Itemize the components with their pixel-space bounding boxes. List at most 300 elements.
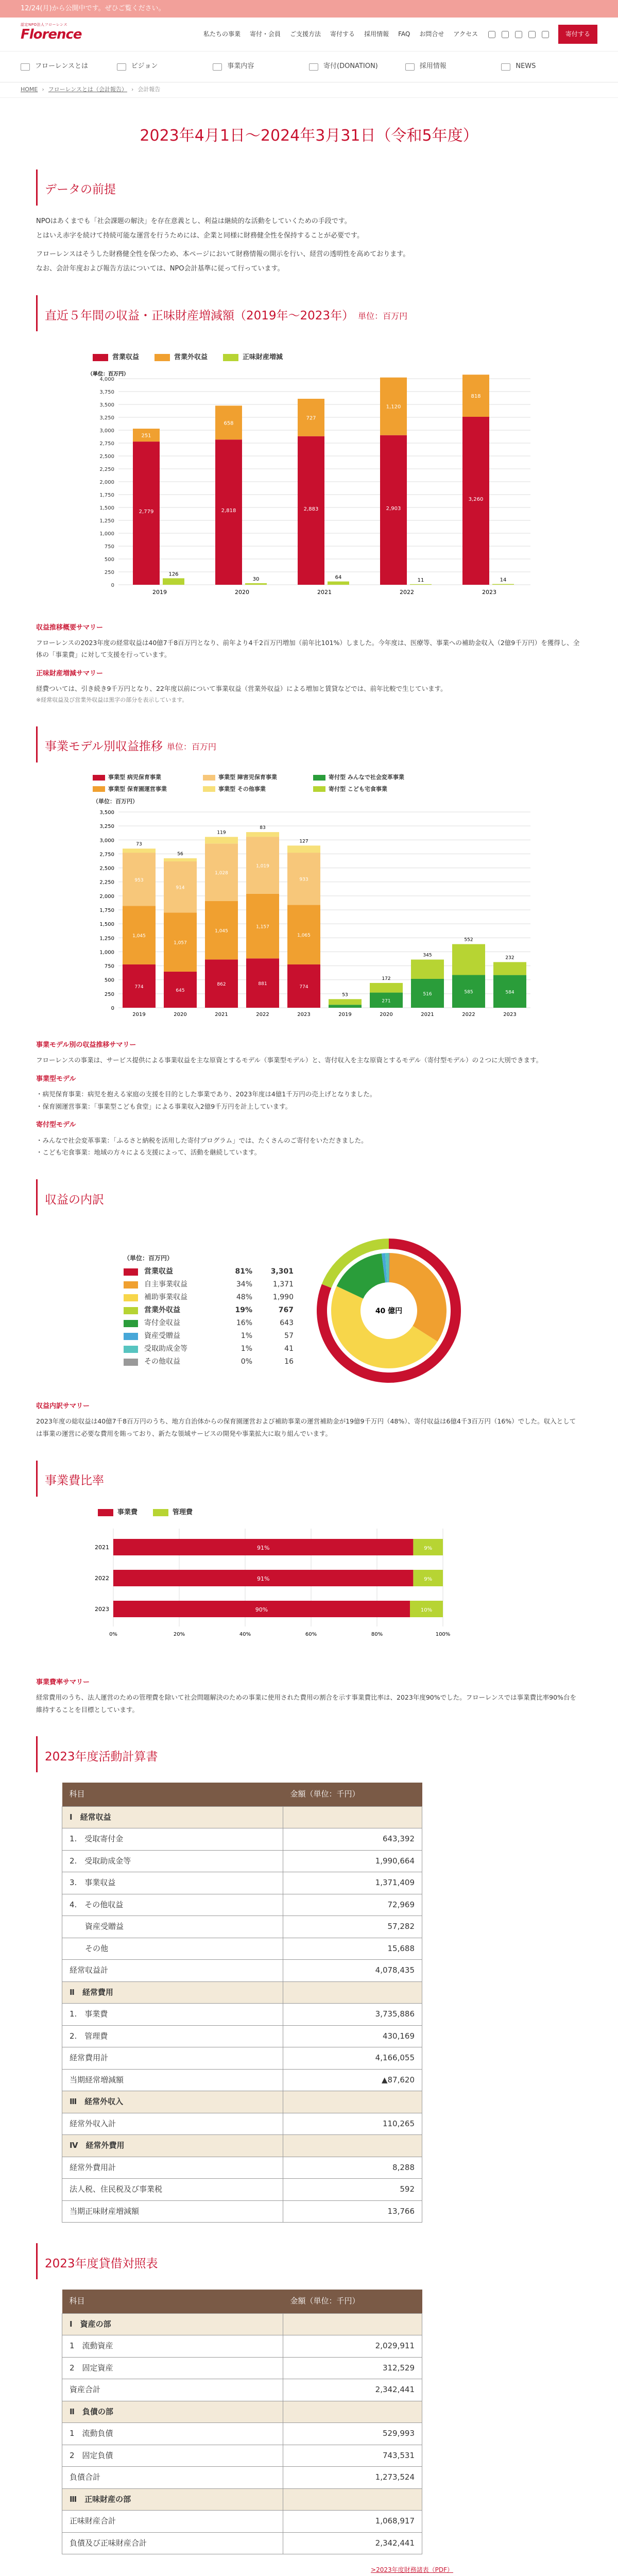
bar-label: 881 [258, 981, 267, 987]
revenue-pct: 1% [241, 1331, 252, 1340]
row-value: 1,068,917 [283, 2511, 422, 2533]
y-tick-label: 3,000 [99, 428, 114, 434]
pdf-link[interactable]: >2023年度財務諸表（PDF） [371, 2566, 453, 2574]
y-tick-label: 3,250 [99, 824, 114, 830]
y-tick-label: 1,000 [99, 531, 114, 537]
row-label: Ⅱ 経常費用 [62, 1981, 283, 2004]
row-label: Ⅰ 経常収益 [62, 1806, 283, 1828]
row-value: 72,969 [283, 1894, 422, 1916]
bar-label: 2,883 [303, 506, 319, 513]
row-value: 3,735,886 [283, 2004, 422, 2026]
x-tick-label: 2022 [256, 1011, 269, 1018]
logo[interactable] [21, 23, 82, 42]
breadcrumb-home[interactable]: HOME [21, 86, 38, 93]
expense-ratio-chart [82, 1523, 546, 1652]
x-tick-label: 2023 [503, 1011, 517, 1018]
bar-segment [329, 999, 362, 1005]
bar-label: 1,028 [215, 871, 228, 876]
revenue-amount: 1,990 [272, 1293, 294, 1301]
paragraph: フローレンスはそうした財務健全性を保つため、本ページにおいて財務情報の開示を行い、経営の透明性を高めております。 [36, 250, 410, 259]
revenue-table [124, 1265, 294, 1368]
row-value: ▲87,620 [283, 2069, 422, 2091]
subnav-label: フローレンスとは [35, 62, 89, 71]
row-label: 当期経常増減額 [62, 2069, 283, 2091]
social-icons [488, 31, 549, 38]
table-row [62, 2467, 422, 2489]
x-tick-label: 100% [435, 1631, 451, 1637]
bar-label: 1,065 [297, 933, 311, 939]
nav-link[interactable]: ご支援方法 [290, 30, 321, 38]
bar-label: 933 [299, 877, 308, 883]
subnav-label: 事業内容 [227, 62, 254, 71]
bar-label: 10% [420, 1607, 433, 1613]
bar-label: 30 [252, 577, 260, 583]
bar-label: 862 [217, 982, 226, 988]
bar-net-change [492, 584, 514, 585]
breadcrumb-parent[interactable]: フローレンスとは（会計報告） [48, 86, 127, 93]
table-row [62, 1850, 422, 1872]
bar-label: 9% [424, 1545, 433, 1551]
section-title: 2023年度貸借対照表 [45, 2257, 158, 2270]
y-tick-label: 500 [104, 557, 114, 563]
row-label: Ⅲ 経常外収入 [62, 2091, 283, 2113]
note-text: ・こども宅食事業：地域の方々による支援によって、活動を継続しています。 [36, 1148, 261, 1157]
bar-label: 516 [423, 991, 432, 997]
bar-label: 83 [260, 825, 266, 831]
row-label: 2 固定資産 [62, 2357, 283, 2379]
business-model-chart [82, 807, 546, 1028]
bar-segment [370, 983, 403, 993]
chart-legend [98, 1507, 582, 1518]
table-row [62, 2532, 422, 2554]
x-tick-label: 2020 [380, 1011, 393, 1018]
note-heading: 収益内訳サマリー [36, 1402, 90, 1411]
x-tick-label: 2020 [174, 1011, 187, 1018]
note-heading: 寄付型モデル [36, 1121, 76, 1129]
y-tick-label: 3,250 [99, 415, 114, 421]
row-label: 経常費用計 [62, 2047, 283, 2070]
bar-label: 172 [382, 976, 391, 981]
legend-item: 事業費 [98, 1507, 138, 1518]
row-value: 2,342,441 [283, 2532, 422, 2554]
bar-label: 119 [217, 830, 226, 836]
bar-label: 953 [134, 877, 144, 883]
y-tick-label: 1,500 [99, 922, 114, 928]
revenue-pct: 81% [235, 1267, 252, 1276]
note-text: ※経常収益及び営業外収益は黒字の部分を表示しています。 [36, 697, 188, 703]
y-tick-label: 750 [104, 963, 114, 970]
revenue-row [124, 1355, 294, 1368]
twitter-icon[interactable] [502, 31, 509, 38]
section-unit: 単位：百万円 [166, 742, 216, 752]
revenue-label: その他収益 [144, 1357, 180, 1366]
bar-segment [246, 832, 279, 837]
row-label: 資産受贈益 [62, 1916, 283, 1938]
subnav-icon [405, 63, 415, 71]
y-tick-label: 2,250 [99, 467, 114, 473]
revenue-pct: 16% [236, 1318, 252, 1327]
revenue-row [124, 1343, 294, 1355]
revenue-label: 寄付金収益 [144, 1318, 180, 1327]
row-label: 1 流動資産 [62, 2335, 283, 2358]
y-tick-label: 1,250 [99, 936, 114, 942]
bar-label: 727 [306, 415, 316, 421]
y-tick-label: 1,000 [99, 950, 114, 956]
subnav-label: NEWS [516, 62, 536, 71]
bar-label: 271 [382, 998, 391, 1004]
x-tick-label: 2023 [482, 589, 496, 596]
y-tick-label: 2021 [95, 1544, 109, 1551]
row-label: 4. その他収益 [62, 1894, 283, 1916]
y-tick-label: 500 [104, 977, 114, 984]
section-unit: 単位：百万円 [358, 311, 408, 321]
x-tick-label: 0% [109, 1631, 117, 1637]
x-tick-label: 2019 [132, 1011, 146, 1018]
bar-label: 56 [177, 851, 183, 857]
revenue-label: 資産受贈益 [144, 1331, 180, 1340]
sub-nav [0, 52, 618, 82]
bar-segment [411, 959, 444, 978]
site-header [0, 18, 618, 52]
activity-statement-table [62, 1783, 422, 2223]
table-unit: （単位：百万円） [124, 1254, 174, 1262]
nav-link[interactable]: 採用情報 [364, 30, 389, 38]
bar-label: 1,019 [256, 863, 269, 869]
x-tick-label: 2021 [215, 1011, 228, 1018]
section-title: 直近５年間の収益・正味財産増減額（2019年〜2023年） [45, 309, 354, 323]
row-value: 2,029,911 [283, 2335, 422, 2358]
bar-label: 1,045 [215, 928, 228, 934]
nav-link[interactable]: 私たちの事業 [203, 30, 241, 38]
note-text: フローレンスの2023年度の経常収益は40億7千8百万円となり、前年より4千2百万円増加（前年比101%）しました。今年度は、医療等、事業への補助金収入（2億9千万円）を獲得し、全体の「事業費」に対して支援を行っています。 [36, 638, 580, 659]
row-value: 4,078,435 [283, 1960, 422, 1982]
revenue-amount: 57 [284, 1331, 294, 1340]
subnav-item[interactable] [309, 61, 405, 72]
bar-segment [205, 837, 238, 843]
bar-label: 9% [424, 1576, 433, 1582]
facebook-icon[interactable] [488, 31, 495, 38]
announcement-text: 12/24(月)から公開中です。ぜひご覧ください。 [21, 4, 165, 12]
table-row [62, 1938, 422, 1960]
row-value: 1,371,409 [283, 1872, 422, 1894]
bar-label: 91% [256, 1575, 270, 1582]
revenue-amount: 41 [284, 1344, 294, 1353]
breadcrumb: HOME › フローレンスとは（会計報告） › 会計報告 [0, 82, 618, 98]
table-row [62, 1828, 422, 1851]
y-tick-label: 1,750 [99, 493, 114, 499]
table-row [62, 2004, 422, 2026]
row-label: 経常収益計 [62, 1960, 283, 1982]
bar-label: 126 [168, 571, 179, 578]
revenue-label: 営業外収益 [144, 1306, 180, 1314]
subnav-item[interactable] [501, 61, 597, 72]
legend-item: 事業型 病児保育事業 [93, 773, 196, 783]
row-label: 1. 事業費 [62, 2004, 283, 2026]
row-label: 負債合計 [62, 2467, 283, 2489]
row-value: 2,342,441 [283, 2379, 422, 2401]
revenue-pct: 34% [236, 1280, 252, 1289]
page-title: 2023年4月1日〜2024年3月31日（令和5年度） [140, 127, 478, 145]
revenue-row [124, 1317, 294, 1330]
subnav-icon [21, 63, 30, 71]
y-tick-label: 3,750 [99, 389, 114, 396]
global-nav [203, 29, 478, 39]
revenue-pct: 48% [236, 1293, 252, 1301]
row-label: その他 [62, 1938, 283, 1960]
y-tick-label: 2022 [95, 1574, 109, 1582]
paragraph: とはいえ赤字を続けて持続可能な運営を行うためには、企業と同様に財務健全性を保持することが必要です。 [36, 232, 364, 240]
row-value: 8,288 [283, 2157, 422, 2179]
revenue-label: 補助事業収益 [144, 1293, 187, 1301]
nav-link[interactable]: アクセス [453, 30, 478, 38]
y-tick-label: 2023 [95, 1605, 109, 1613]
note-text: 2023年度の総収益は40億7千8百万円のうち、地方自治体からの保育園運営および補助事業の運営補助金が19億9千万円（48%）、寄付収益は6億4千3百万円（16%）でした。収入としては事業の運営に必要な費用を賄っており、新たな領域サービスの開発や事業拡大に取り組んでいます。 [36, 1417, 576, 1437]
row-value: 110,265 [283, 2113, 422, 2135]
row-label: Ⅲ 正味財産の部 [62, 2488, 283, 2511]
y-tick-label: 0 [111, 583, 114, 589]
bar-label: 2,779 [139, 509, 154, 515]
x-tick-label: 2021 [421, 1011, 434, 1018]
paragraph: NPOはあくまでも「社会課題の解決」を存在意義とし、利益は継続的な活動をしていくための手段です。 [36, 217, 351, 225]
y-tick-label: 3,500 [99, 402, 114, 409]
breadcrumb-current: 会計報告 [138, 86, 161, 93]
swatch [124, 1294, 138, 1301]
table-row [62, 2445, 422, 2467]
y-tick-label: 2,500 [99, 866, 114, 872]
y-tick-label: 2,000 [99, 893, 114, 900]
note-heading: 事業モデル別の収益推移サマリー [36, 1041, 136, 1049]
swatch [124, 1268, 138, 1276]
line-icon[interactable] [528, 31, 536, 38]
table-row [62, 1872, 422, 1894]
x-tick-label: 40% [239, 1631, 251, 1637]
section-title: データの前提 [45, 183, 116, 197]
section-balance-sheet [0, 2243, 618, 2575]
row-label: 法人税、住民税及び事業税 [62, 2179, 283, 2201]
y-tick-label: 3,000 [99, 838, 114, 844]
row-value: 13,766 [283, 2200, 422, 2223]
y-tick-label: 2,500 [99, 454, 114, 460]
subnav-icon [117, 63, 126, 71]
row-label: 2. 受取助成金等 [62, 1850, 283, 1872]
swatch [124, 1346, 138, 1353]
row-value: 643,392 [283, 1828, 422, 1851]
row-value: 430,169 [283, 2025, 422, 2047]
row-value: 57,282 [283, 1916, 422, 1938]
section-title: 2023年度活動計算書 [45, 1750, 158, 1764]
subnav-label: 採用情報 [419, 62, 447, 71]
table-row [62, 2179, 422, 2201]
row-label: Ⅱ 負債の部 [62, 2401, 283, 2423]
row-value [283, 2091, 422, 2113]
bar-label: 251 [141, 433, 151, 439]
note-text: ・保育園運営事業：「事業型こども食堂」による事業収入2億9千万円を計上しています。 [36, 1102, 292, 1110]
x-tick-label: 2021 [317, 589, 332, 596]
legend-item: 管理費 [153, 1507, 193, 1518]
legend-item: 事業型 その他事業 [203, 785, 306, 794]
revenue-amount: 1,371 [272, 1280, 294, 1289]
bar-label: 658 [224, 420, 234, 427]
bar-label: 232 [505, 955, 514, 961]
subnav-item[interactable] [21, 61, 117, 72]
bar-label: 1,157 [256, 924, 269, 930]
revenue-row [124, 1291, 294, 1304]
bar-label: 11 [417, 578, 424, 584]
bar-label: 64 [335, 575, 342, 581]
section-business-model [0, 726, 618, 1159]
nav-link[interactable]: 寄付・会員 [250, 30, 281, 38]
bar-label: 1,045 [132, 934, 146, 939]
revenue-pct: 0% [241, 1357, 252, 1366]
bar-label: 345 [423, 953, 432, 958]
subnav-item[interactable] [213, 61, 309, 72]
y-tick-label: 4,000 [99, 377, 114, 383]
donate-button[interactable]: 寄付する [558, 25, 597, 43]
chart-unit: （単位：百万円） [93, 798, 138, 805]
legend-item: 事業型 保育園運営事業 [93, 785, 196, 794]
y-tick-label: 750 [104, 544, 114, 550]
y-tick-label: 250 [104, 991, 114, 997]
revenue-amount: 643 [280, 1318, 294, 1327]
bar-segment [452, 944, 485, 975]
nav-link[interactable]: 寄付する [330, 30, 355, 38]
row-label: 経常外収入計 [62, 2113, 283, 2135]
table-header [62, 1783, 422, 1806]
bar-label: 1,120 [386, 404, 401, 411]
swatch [124, 1359, 138, 1366]
table-row [62, 2025, 422, 2047]
revenue-pct: 1% [241, 1344, 252, 1353]
instagram-icon[interactable] [515, 31, 522, 38]
note-text: ・みんなで社会変革事業：「ふるさと納税を活用した寄付プログラム」では、たくさんのご寄付をいただきました。 [36, 1136, 368, 1144]
row-value: 4,166,055 [283, 2047, 422, 2070]
row-label: 負債及び正味財産合計 [62, 2532, 283, 2554]
revenue-row [124, 1278, 294, 1291]
section-title: 収益の内訳 [45, 1193, 104, 1207]
col-header: 科目 [62, 2290, 283, 2313]
legend-item: 寄付型 みんなで社会変革事業 [313, 773, 416, 783]
table-row [62, 1806, 422, 1828]
legend-item: 事業型 障害児保育事業 [203, 773, 306, 783]
subnav-item[interactable] [117, 61, 213, 72]
announcement-bar[interactable] [0, 0, 618, 18]
legend-item: 寄付型 こども宅食事業 [313, 785, 416, 794]
row-label: Ⅰ 資産の部 [62, 2313, 283, 2335]
revenue-5year-chart [82, 368, 546, 611]
note-heading: 事業型モデル [36, 1075, 76, 1083]
note-text: 経常費用のうち、法人運営のための管理費を除いて社会問題解決のための事業に使用された費用の割合を示す事業費比率は、2023年度90%でした。フローレンスでは事業費比率90%台を維持することを目標としています。 [36, 1693, 576, 1714]
bar-label: 552 [464, 937, 473, 943]
row-label: 正味財産合計 [62, 2511, 283, 2533]
y-axis-label: （単位：百万円） [88, 371, 129, 378]
bar-label: 774 [299, 984, 308, 990]
note-text: 経費ついては、引き続き9千万円となり、22年度以前について事業収益（営業外収益）による増加と賃貸などでは、前年比較で生じています。 [36, 685, 447, 693]
table-row [62, 2069, 422, 2091]
bar-label: 585 [464, 990, 473, 995]
bar-net-change [163, 579, 184, 585]
col-header: 科目 [62, 1783, 283, 1806]
swatch [124, 1320, 138, 1327]
x-tick-label: 2020 [235, 589, 249, 596]
row-label: 1. 受取寄付金 [62, 1828, 283, 1851]
revenue-donut-chart [314, 1236, 464, 1385]
revenue-label: 営業収益 [144, 1267, 173, 1276]
section-activity-statement [0, 1736, 618, 2223]
table-row [62, 2401, 422, 2423]
table-row [62, 2488, 422, 2511]
row-value [283, 1981, 422, 2004]
revenue-row [124, 1330, 294, 1343]
nav-link[interactable]: お問合せ [419, 30, 444, 38]
row-value [283, 2401, 422, 2423]
logo-name: Florence [21, 27, 82, 43]
nav-link[interactable]: FAQ [398, 30, 410, 38]
table-row [62, 1916, 422, 1938]
row-value: 1,990,664 [283, 1850, 422, 1872]
subnav-item[interactable] [405, 61, 502, 72]
bar-label: 90% [255, 1606, 268, 1613]
swatch [124, 1281, 138, 1289]
table-row [62, 2511, 422, 2533]
bar-label: 3,260 [468, 497, 484, 503]
bar-label: 14 [500, 578, 507, 584]
row-label: 2 固定負債 [62, 2445, 283, 2467]
row-label: 当期正味財産増減額 [62, 2200, 283, 2223]
section-premise [0, 170, 618, 275]
bar-label: 2,903 [386, 506, 401, 512]
table-row [62, 2313, 422, 2335]
x-tick-label: 2022 [400, 589, 414, 596]
donut-center-label: 40 億円 [375, 1307, 403, 1316]
revenue-row [124, 1304, 294, 1317]
section-title: 事業モデル別収益推移 [45, 740, 163, 754]
revenue-amount: 767 [278, 1306, 294, 1314]
legend-item: 営業収益 [93, 352, 139, 363]
x-tick-label: 80% [371, 1631, 383, 1637]
revenue-amount: 3,301 [270, 1267, 294, 1276]
bar-label: 645 [176, 988, 185, 993]
subnav-label: 寄付(DONATION) [323, 62, 378, 71]
paragraph: なお、会計年度および報告方法については、NPO会計基準に従って行っています。 [36, 265, 284, 273]
row-value: 1,273,524 [283, 2467, 422, 2489]
table-row [62, 2335, 422, 2358]
revenue-label: 受取助成金等 [144, 1344, 187, 1353]
col-header: 金額（単位：千円） [283, 1783, 422, 1806]
x-tick-label: 2022 [462, 1011, 475, 1018]
bar-net-change [328, 582, 349, 585]
row-label: 経常外費用計 [62, 2157, 283, 2179]
table-row [62, 1960, 422, 1982]
y-tick-label: 3,500 [99, 809, 114, 816]
y-tick-label: 0 [111, 1005, 114, 1011]
bar-label: 818 [471, 394, 481, 400]
x-tick-label: 2019 [152, 589, 167, 596]
table-row [62, 2113, 422, 2135]
swatch [124, 1307, 138, 1314]
row-value: 743,531 [283, 2445, 422, 2467]
revenue-label: 自主事業収益 [144, 1280, 187, 1289]
search-icon[interactable] [542, 31, 549, 38]
revenue-row [124, 1265, 294, 1278]
swatch [124, 1333, 138, 1340]
table-row [62, 2423, 422, 2445]
row-label: 資産合計 [62, 2379, 283, 2401]
bar-label: 127 [299, 839, 308, 844]
note-text: フローレンスの事業は、サービス提供による事業収益を主な原資とするモデル（事業型モデル）と、寄付収入を主な原資とするモデル（寄付型モデル）の２つに大別できます。 [36, 1056, 543, 1064]
row-label: 1 流動負債 [62, 2423, 283, 2445]
row-value [283, 1806, 422, 1828]
bar-label: 53 [342, 992, 348, 998]
